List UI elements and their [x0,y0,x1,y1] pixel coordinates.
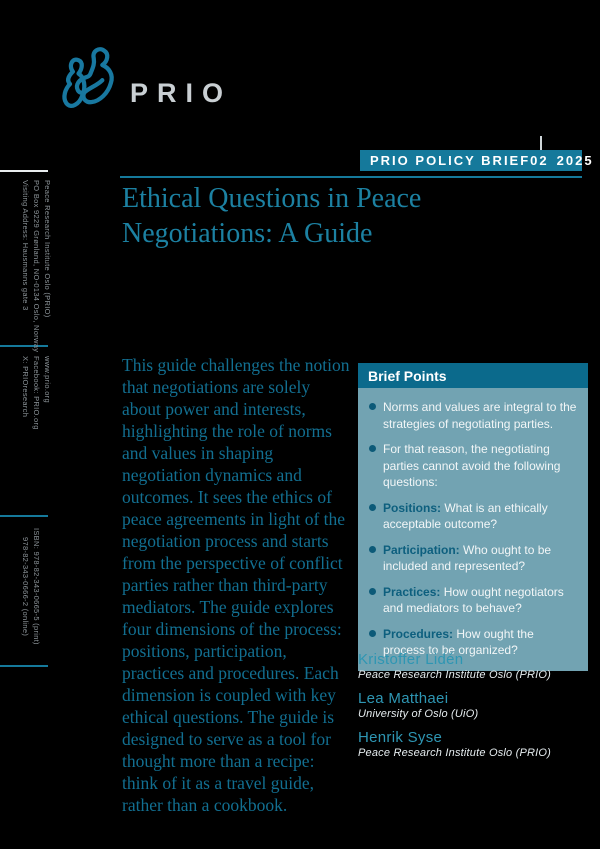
bullet-icon [369,588,376,595]
brief-point-text [383,542,579,575]
brief-point-keyword: Positions: [383,500,442,515]
brief-point-item [368,441,579,491]
lead-paragraph: This guide challenges the notion that negotiations are solely about power and interests, highlighting the role of norms and values in shaping negotiation dynamics and outcomes. It sees the ethics of peace agreements in light of the negotiation process and starts from the perspective of conflict parties rather than third-party mediators. The guide explores four dimensions of the process: positions, participation, practices and procedures. Each dimension is coupled with key ethical questions. The guide is designed to serve as a tool for thought more than a recipe: think of it as a travel guide, rather than a cookbook. [122,355,350,815]
author-entry [358,690,593,720]
brief-point-body: What is an ethically acceptable outcome? [383,500,548,531]
masthead-tick [540,136,542,150]
bullet-icon [369,546,376,553]
sidebar-isbn-line: ISBN: 978-82-343-0665-5 (print) [32,528,41,645]
brief-point-text [383,441,579,491]
sidebar-address [20,180,53,352]
author-affiliation: University of Oslo (UiO) [358,708,479,720]
issue-year: 2025 [556,153,594,168]
issue-number: 02 [530,153,549,168]
masthead-label: PRIO POLICY BRIEF [370,153,531,168]
sidebar-address-line: Visiting Address: Hausmanns gate 3 [21,180,30,311]
brief-point-body: How ought negotiators and mediators to behave? [383,584,564,615]
authors-list [358,651,593,768]
brief-point-text [383,584,579,617]
brief-points-panel [358,363,588,671]
masthead-rule [120,176,582,178]
brief-point-text [383,399,579,432]
sidebar-web-line: www.prio.org [43,356,52,403]
prio-wordmark: PRIO [130,77,233,108]
brief-point-body: How ought the process to be organized? [383,626,534,657]
sidebar-isbn [20,528,42,645]
author-name: Henrik Syse [358,729,443,746]
author-name: Kristoffer Lidén [358,651,464,668]
page-title [122,181,582,251]
bullet-icon [369,445,376,452]
sidebar-rule-teal-2 [0,515,48,517]
brief-point-body: Who ought to be included and represented? [383,542,552,573]
sidebar-rule-white [0,170,48,172]
brief-point-item [368,500,579,533]
masthead-bar [360,150,594,171]
author-affiliation: Peace Research Institute Oslo (PRIO) [358,669,552,681]
prio-doves-logo-icon [58,46,120,122]
sidebar-rule-teal-3 [0,665,48,667]
brief-point-item [368,584,579,617]
brief-point-body: For that reason, the negotiating parties cannot avoid the following questions: [383,442,561,489]
bullet-icon [369,630,376,637]
sidebar-web [20,356,53,430]
sidebar-isbn-line: 978-82-343-0666-2 (online) [21,537,30,637]
brief-point-text [383,500,579,533]
sidebar-web-line: Facebook: PRIO.org [32,356,41,430]
author-affiliation: Peace Research Institute Oslo (PRIO) [358,747,552,759]
brand-header [58,46,232,122]
brief-points-heading: Brief Points [358,363,588,388]
brief-point-keyword: Practices: [383,584,441,599]
brief-point-keyword: Procedures: [383,626,454,641]
author-name: Lea Matthaei [358,690,449,707]
sidebar-address-line: PO Box 9229 Grønland, NO-0134 Oslo, Norway [32,180,41,353]
sidebar-address-line: Peace Research Institute Oslo (PRIO) [43,180,52,318]
brief-point-item [368,542,579,575]
author-entry [358,729,593,759]
author-entry [358,651,593,681]
brief-point-keyword: Participation: [383,542,460,557]
brief-points-list [358,388,588,671]
page-title-line1: Ethical Questions in Peace [122,183,422,214]
brief-point-item [368,399,579,432]
sidebar-web-line: X: PRIOresearch [21,356,30,418]
page-title-line2: Negotiations: A Guide [122,218,373,249]
bullet-icon [369,504,376,511]
brief-point-body: Norms and values are integral to the strategies of negotiating parties. [383,400,577,431]
bullet-icon [369,403,376,410]
